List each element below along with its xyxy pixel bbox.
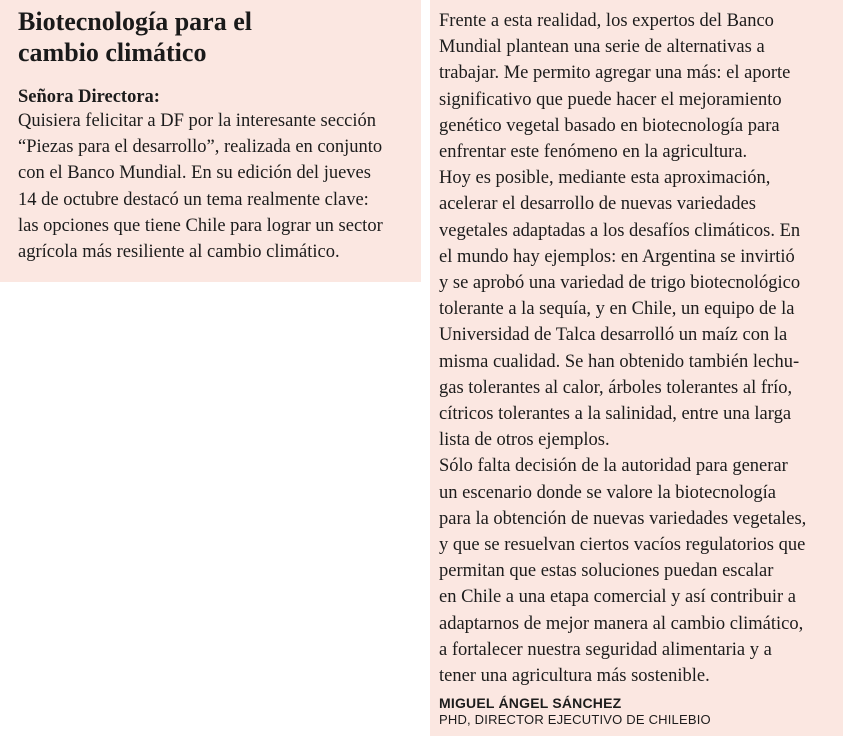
author-name: MIGUEL ÁNGEL SÁNCHEZ xyxy=(439,695,622,711)
body-line: significativo que puede hacer el mejoramiento xyxy=(439,89,782,110)
body-line: “Piezas para el desarrollo”, realizada en conjunto xyxy=(18,137,383,158)
body-line: acelerar el desarrollo de nuevas variedades xyxy=(439,194,756,215)
body-line: genético vegetal basado en biotecnología para xyxy=(439,115,780,136)
signature-block xyxy=(439,695,839,728)
body-line: para la obtención de nuevas variedades vegetales, xyxy=(439,508,807,529)
body-line: Hoy es posible, mediante esta aproximación, xyxy=(439,168,771,189)
body-line: adaptarnos de mejor manera al cambio climático, xyxy=(439,613,804,634)
letter-body-right xyxy=(439,8,839,689)
body-line: Quisiera felicitar a DF por la interesante sección xyxy=(18,111,377,131)
author-title: PHD, DIRECTOR EJECUTIVO DE CHILEBIO xyxy=(439,712,711,727)
body-line: permitan que estas soluciones puedan escalar xyxy=(439,561,774,582)
body-line: Universidad de Talca desarrolló un maíz con la xyxy=(439,325,788,346)
body-line: tener una agricultura más sostenible. xyxy=(439,666,710,687)
body-line: lista de otros ejemplos. xyxy=(439,430,610,451)
body-line: en Chile a una etapa comercial y así contribuir a xyxy=(439,587,797,608)
body-line: 14 de octubre destacó un tema realmente clave: xyxy=(18,189,369,210)
body-line: vegetales adaptadas a los desafíos climáticos. En xyxy=(439,220,801,241)
body-line: gas tolerantes al calor, árboles tolerantes al frío, xyxy=(439,377,793,398)
body-line: trabajar. Me permito agregar una más: el aporte xyxy=(439,63,791,84)
body-line: las opciones que tiene Chile para lograr un sector xyxy=(18,215,383,236)
body-line: con el Banco Mundial. En su edición del jueves xyxy=(18,163,371,184)
body-line: y se aprobó una variedad de trigo biotecnológico xyxy=(439,273,801,294)
body-line: Sólo falta decisión de la autoridad para generar xyxy=(439,456,788,477)
body-line: enfrentar este fenómeno en la agricultura. xyxy=(439,142,748,163)
body-line: y que se resuelvan ciertos vacíos regulatorios que xyxy=(439,535,806,556)
body-line: Frente a esta realidad, los expertos del Banco xyxy=(439,11,774,31)
headline-line: Biotecnología para el xyxy=(18,7,252,36)
body-line: cítricos tolerantes a la salinidad, entre una larga xyxy=(439,404,792,425)
body-line: Mundial plantean una serie de alternativas a xyxy=(439,37,765,58)
body-line: el mundo hay ejemplos: en Argentina se invirtió xyxy=(439,246,795,267)
body-line: un escenario donde se valore la biotecnología xyxy=(439,482,776,503)
body-line: tolerante a la sequía, y en Chile, un equipo de la xyxy=(439,299,795,320)
salutation: Señora Directora: xyxy=(18,87,160,107)
body-line: agrícola más resiliente al cambio climático. xyxy=(18,242,340,263)
letter-headline xyxy=(18,6,418,68)
body-line: misma cualidad. Se han obtenido también lechu- xyxy=(439,351,800,372)
body-line: a fortalecer nuestra seguridad alimentaria y a xyxy=(439,639,772,660)
headline-line: cambio climático xyxy=(18,38,207,67)
letter-body-left xyxy=(18,108,418,265)
